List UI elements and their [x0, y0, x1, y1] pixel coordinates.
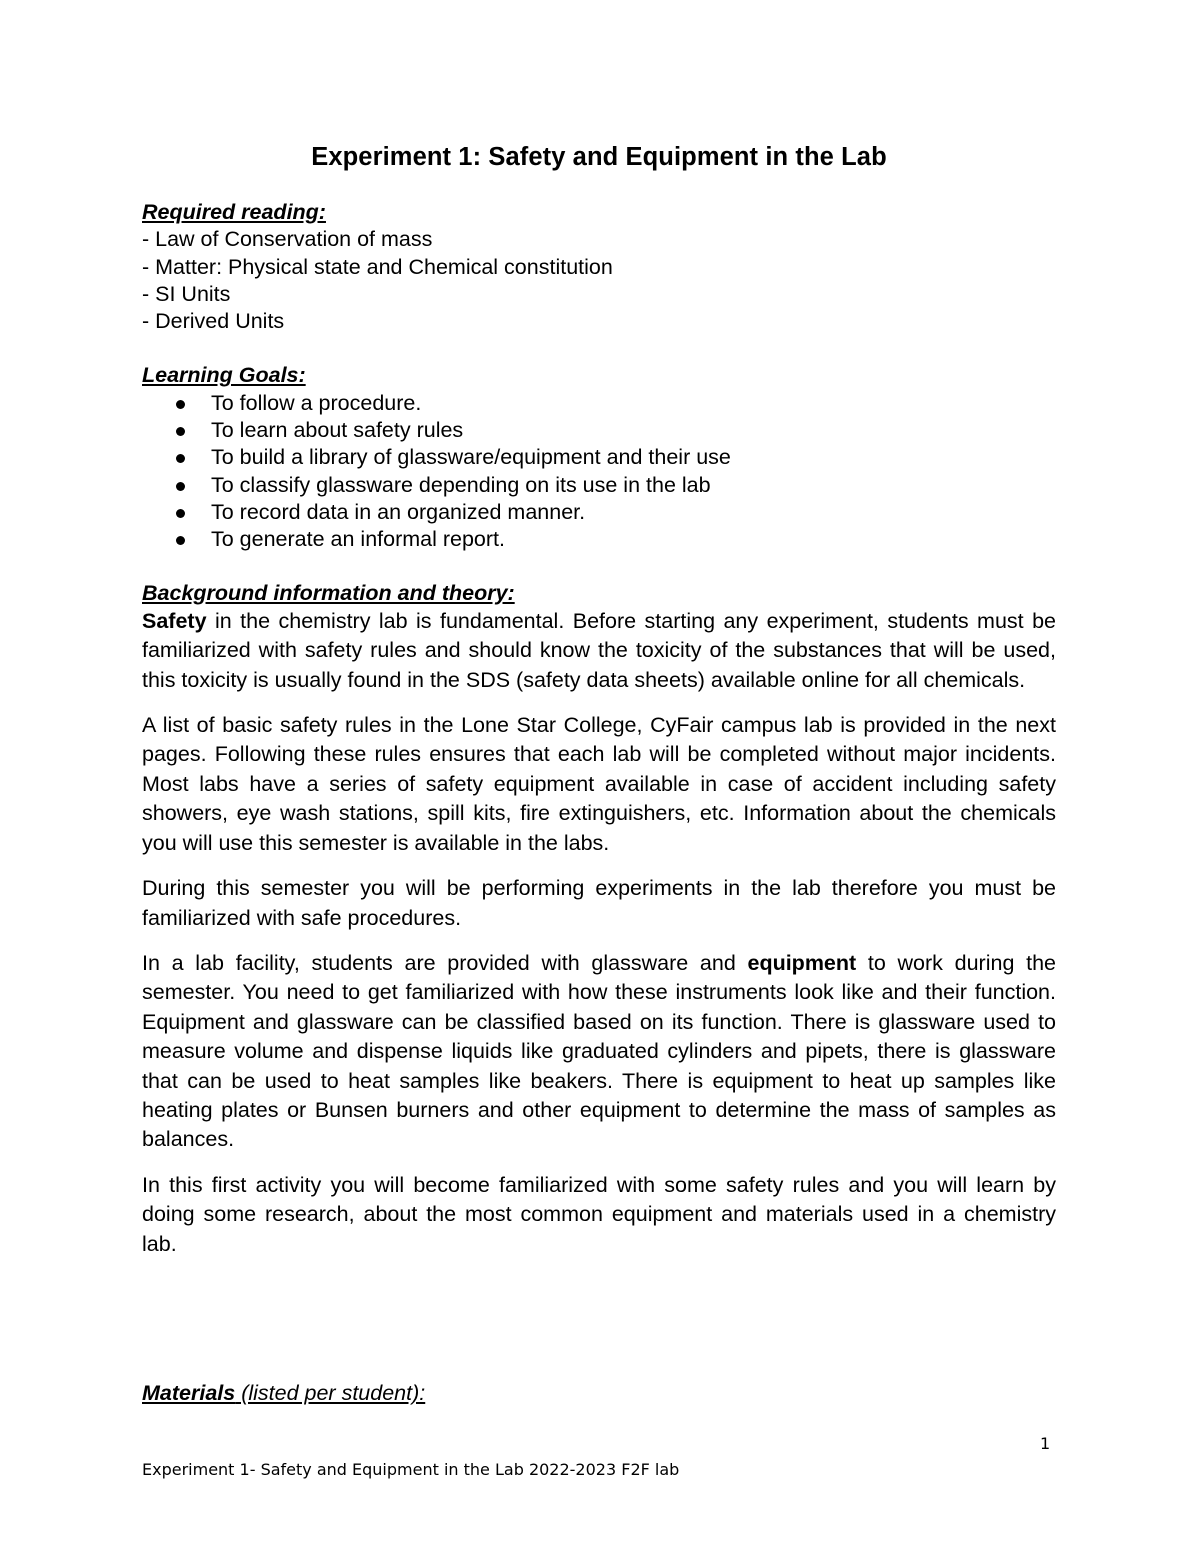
bullet-icon [176, 427, 185, 436]
goal-item [142, 499, 1056, 526]
background-paragraph-safety [142, 607, 1056, 695]
page-footer: Experiment 1- Safety and Equipment in the Lab 2022-2023 F2F lab [142, 1460, 680, 1479]
background-paragraph-equipment [142, 949, 1056, 1155]
safety-term: Safety [142, 608, 207, 633]
background-heading: Background information and theory: [142, 580, 515, 605]
spacer [142, 335, 1056, 362]
page-number: 1 [1040, 1434, 1051, 1453]
reading-item: - Law of Conservation of mass [142, 227, 433, 252]
background-paragraph-activity: In this first activity you will become familiarized with some safety rules and you will learn by doing some research, about the most common equipment and materials used in a chemistry lab. [142, 1172, 1056, 1256]
materials-word: Materials [142, 1381, 236, 1405]
equipment-term: equipment [747, 950, 857, 975]
learning-goals-heading: Learning Goals: [142, 363, 306, 388]
goal-text: To generate an informal report. [211, 527, 505, 552]
goal-text: To follow a procedure. [211, 390, 422, 415]
background-paragraph-rules: A list of basic safety rules in the Lone Star College, CyFair campus lab is provided in the next pages. Following these rules ensures that each lab will be completed without major incidents. Most labs have a series of safety equipment available in case of accident including safety showers, eye wash stations, spill kits, fire extinguishers, etc. Information about the chemicals you will use this semester is available in the labs. [142, 713, 1056, 855]
bullet-icon [176, 482, 185, 491]
main-content [142, 141, 1056, 1275]
paragraph-text: to work during the semester. You need to get familiarized with how these instruments look like and their function. Equipment and glassware can be classified based on its function. There is glassware used to measure volume and dispense liquids like graduated cylinders and pipets, there is glassware that can be used to heat samples like beakers. There is equipment to heat up samples like heating plates or Bunsen burners and other equipment to determine the mass of samples as balances. [142, 950, 1056, 1152]
background-paragraph-procedures: During this semester you will be performing experiments in the lab therefore you must be familiarized with safe procedures. [142, 876, 1056, 930]
reading-item: - Derived Units [142, 309, 285, 334]
goal-text: To learn about safety rules [211, 418, 464, 443]
page-title: Experiment 1: Safety and Equipment in the Lab [311, 143, 887, 171]
spacer [142, 554, 1056, 580]
goal-item [142, 444, 1056, 471]
reading-item: - Matter: Physical state and Chemical constitution [142, 254, 613, 279]
goal-item [142, 417, 1056, 444]
bullet-icon [176, 400, 185, 409]
paragraph-text: In a lab facility, students are provided with glassware and [142, 950, 748, 975]
materials-heading [142, 1380, 425, 1407]
reading-item: - SI Units [142, 281, 231, 306]
materials-note: (listed per student): [235, 1381, 426, 1405]
goal-item [142, 472, 1056, 499]
goal-item [142, 526, 1056, 553]
bullet-icon [176, 454, 185, 463]
required-reading-heading: Required reading: [142, 200, 326, 224]
goal-text: To classify glassware depending on its use in the lab [211, 472, 711, 497]
bullet-icon [176, 536, 185, 545]
learning-goals-list [142, 390, 1056, 554]
paragraph-text: in the chemistry lab is fundamental. Before starting any experiment, students must be familiarized with safety rules and should know the toxicity of the substances that will be used, this toxicity is usually found in the SDS (safety data sheets) available online for all chemicals. [142, 608, 1056, 692]
bullet-icon [176, 509, 185, 518]
goal-text: To record data in an organized manner. [211, 499, 586, 524]
goal-item [142, 390, 1056, 417]
goal-text: To build a library of glassware/equipment and their use [211, 445, 731, 470]
